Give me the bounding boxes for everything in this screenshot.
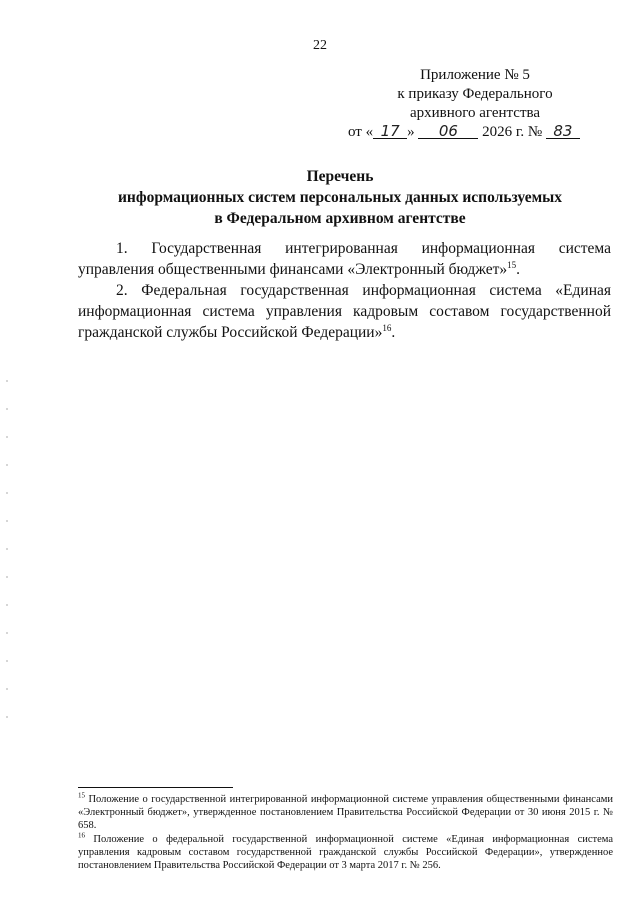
- item-end: .: [391, 324, 396, 341]
- footnotes: [78, 793, 613, 872]
- document-heading: [60, 166, 620, 229]
- order-number-handwritten: 83: [546, 124, 580, 139]
- date-mid: »: [407, 124, 419, 140]
- footnote: [78, 793, 613, 833]
- footnote-mark: 15: [78, 791, 85, 800]
- item-end: .: [516, 261, 521, 278]
- footnote-ref: 16: [382, 322, 392, 333]
- date-prefix: от «: [348, 124, 374, 140]
- heading-subtitle-2: в Федеральном архивном агентстве: [214, 210, 466, 227]
- appendix-date-line: [340, 123, 610, 142]
- document-body: [78, 238, 611, 343]
- footnote-divider: [78, 787, 233, 788]
- appendix-block: [340, 66, 610, 142]
- footnote-mark: 16: [78, 831, 85, 840]
- appendix-title: Приложение № 5: [420, 67, 530, 83]
- list-item: [78, 280, 611, 343]
- heading-title: Перечень: [306, 168, 374, 185]
- date-year: 2026 г. №: [478, 124, 546, 140]
- footnote-text: Положение о федеральной государственной информационной системе «Единая информационная система управления кадровым составом государственной гражданской службы Российской Федерации», утвержденное постановлением Правительства Российской Федерации от 3 марта 2017 г. № 256.: [78, 833, 613, 872]
- list-item: [78, 238, 611, 280]
- item-text: 1. Государственная интегрированная информационная система управления общественными финансами «Электронный бюджет»: [78, 240, 611, 278]
- page-number: 22: [313, 38, 327, 53]
- date-month-handwritten: 06: [418, 124, 478, 139]
- footnote-ref: 15: [507, 259, 517, 270]
- footnote-text: Положение о государственной интегрированной информационной системе управления общественными финансами «Электронный бюджет», утвержденное постановлением Правительства Российской Федерации от 30 июня 2015 г. № 658.: [78, 794, 613, 832]
- heading-subtitle-1: информационных систем персональных данных используемых: [118, 189, 562, 206]
- appendix-order-ref: к приказу Федерального: [397, 86, 553, 102]
- date-day-handwritten: 17: [373, 124, 407, 139]
- footnote: [78, 833, 613, 873]
- appendix-agency: архивного агентства: [409, 105, 541, 121]
- scan-edge-marks: [6, 380, 8, 740]
- item-text: 2. Федеральная государственная информационная система «Единая информационная система управления кадровым составом государственной гражданской службы Российской Федерации»: [78, 282, 611, 341]
